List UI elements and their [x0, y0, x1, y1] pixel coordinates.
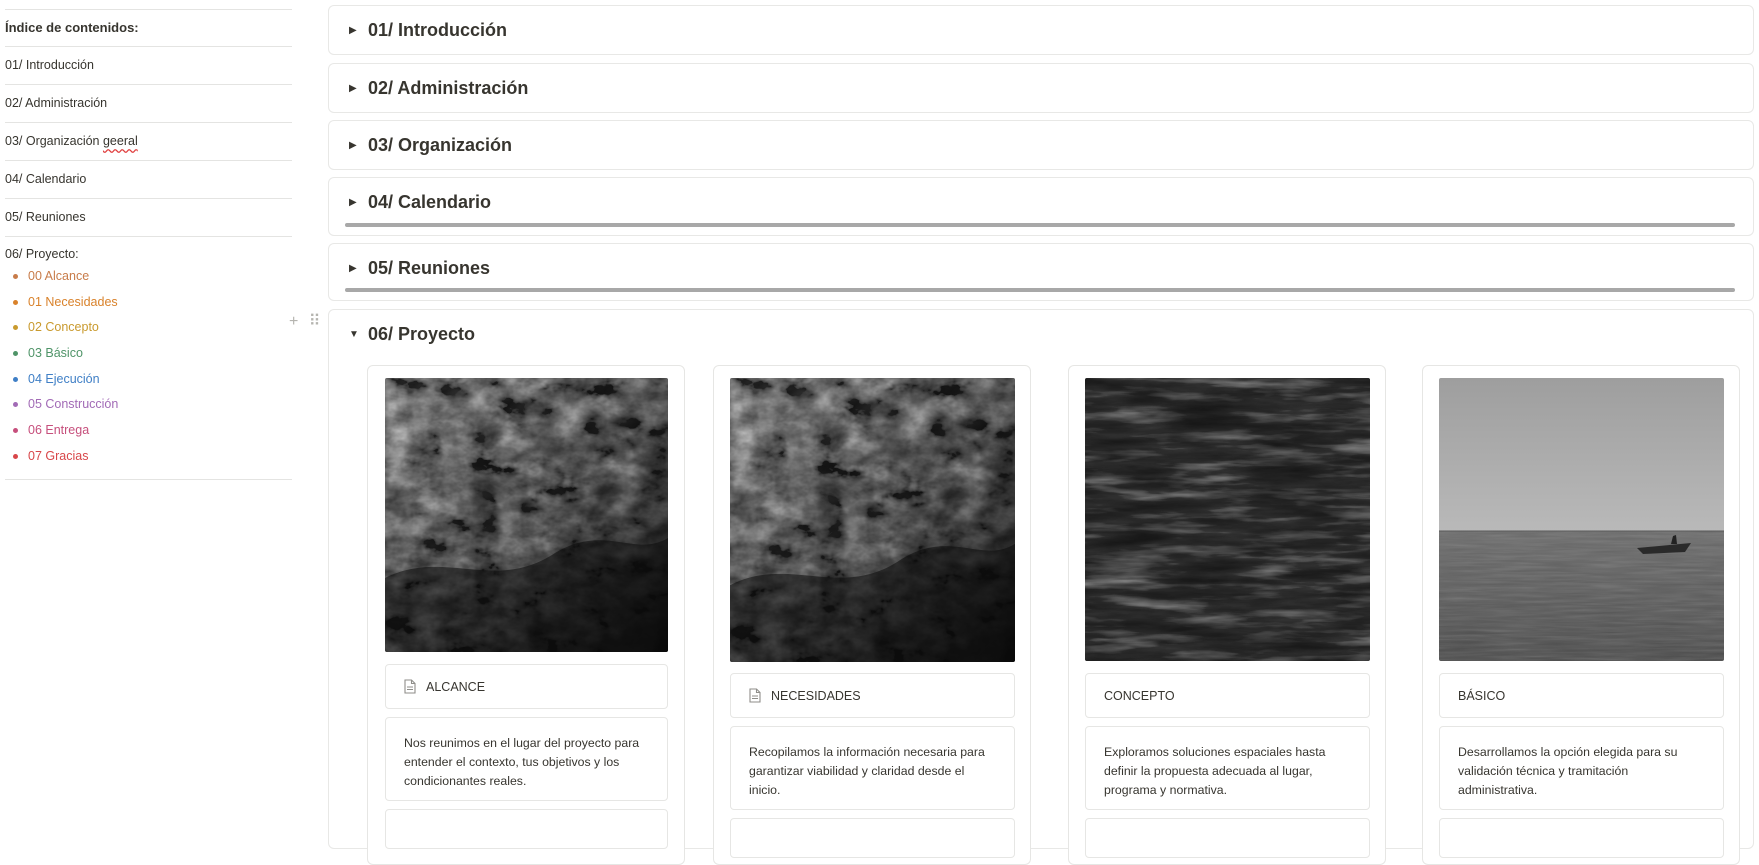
horizon-boat-photo: [1439, 378, 1724, 661]
toggle-section-administracion: [328, 63, 1754, 113]
card-title-basico[interactable]: [1439, 673, 1724, 718]
triangle-down-icon[interactable]: ▼: [349, 328, 359, 340]
divider: [5, 479, 292, 480]
card-title-necesidades[interactable]: [730, 673, 1015, 718]
splashing-wave-photo: [730, 378, 1015, 662]
card-label: ALCANCE: [426, 679, 486, 694]
project-card-alcance[interactable]: [367, 365, 685, 865]
toggle-section-reuniones: [328, 243, 1754, 301]
bullet-icon: [13, 325, 18, 330]
section-title: 05/ Reuniones: [368, 257, 491, 278]
toc-subitem[interactable]: [5, 292, 292, 318]
toggle-header[interactable]: [349, 310, 475, 358]
toc-subitem[interactable]: [5, 394, 292, 420]
toc-item-reuniones[interactable]: 05/ Reuniones: [5, 210, 86, 224]
card-title-concepto[interactable]: [1085, 673, 1370, 718]
toc-subitem[interactable]: [5, 420, 292, 446]
toc-item-administracion[interactable]: 02/ Administración: [5, 96, 108, 110]
toc-subitem-label: 01 Necesidades: [28, 294, 118, 309]
toc-item-proyecto[interactable]: 06/ Proyecto:: [5, 247, 79, 261]
section-title: 04/ Calendario: [368, 191, 492, 212]
spellcheck-word: geeral: [102, 134, 138, 148]
triangle-right-icon[interactable]: ▶: [349, 82, 357, 94]
toggle-header[interactable]: [349, 178, 491, 226]
bullet-icon: [13, 402, 18, 407]
toggle-header[interactable]: [349, 121, 512, 169]
card-label: CONCEPTO: [1104, 688, 1175, 703]
section-title: 01/ Introducción: [368, 19, 508, 40]
toc-subitem[interactable]: [5, 369, 292, 395]
toggle-section-organizacion: [328, 120, 1754, 170]
card-description: Nos reunimos en el lugar del proyecto para entender el contexto, tus objetivos y los condicionantes reales.: [385, 717, 668, 801]
bullet-icon: [13, 351, 18, 356]
toc-subitem[interactable]: [5, 317, 292, 343]
divider: [345, 223, 1735, 227]
card-extra-block: [1439, 818, 1724, 858]
toggle-header[interactable]: [349, 244, 490, 292]
toggle-section-calendario: [328, 177, 1754, 236]
divider: [345, 288, 1735, 292]
toc-subitem-label: 02 Concepto: [28, 320, 99, 335]
toc-item-calendario[interactable]: 04/ Calendario: [5, 172, 87, 186]
toc-subitem[interactable]: [5, 266, 292, 292]
card-description: Recopilamos la información necesaria para garantizar viabilidad y claridad desde el inicio.: [730, 726, 1015, 810]
card-description: Exploramos soluciones espaciales hasta definir la propuesta adecuada al lugar, programa y normativa.: [1085, 726, 1370, 810]
toc-subitem[interactable]: [5, 343, 292, 369]
toc-item-label: 03/ Organización: [5, 134, 103, 148]
document-icon: [749, 688, 761, 703]
toc-subitem[interactable]: [5, 446, 292, 472]
toggle-section-introduccion: [328, 5, 1754, 55]
section-title: 06/ Proyecto: [368, 323, 476, 344]
toc-title: Índice de contenidos:: [5, 20, 139, 35]
toc-item-introduccion[interactable]: 01/ Introducción: [5, 58, 94, 72]
bullet-icon: [13, 274, 18, 279]
triangle-right-icon[interactable]: ▶: [349, 196, 357, 208]
toc-subitem-label: 05 Construcción: [28, 397, 119, 412]
section-title: 03/ Organización: [368, 134, 513, 155]
dark-ocean-waves-photo: [1085, 378, 1370, 661]
card-extra-block: [385, 809, 668, 849]
section-title: 02/ Administración: [368, 77, 529, 98]
document-icon: [404, 679, 416, 694]
toc-subitem-label: 04 Ejecución: [28, 371, 100, 386]
bullet-icon: [13, 377, 18, 382]
project-card-concepto[interactable]: [1068, 365, 1386, 865]
toc-subitem-label: 06 Entrega: [28, 423, 90, 438]
toc-sublist: [5, 266, 292, 479]
card-label: NECESIDADES: [771, 688, 861, 703]
project-card-basico[interactable]: [1422, 365, 1740, 865]
toc-subitem-label: 03 Básico: [28, 346, 83, 361]
triangle-right-icon[interactable]: ▶: [349, 139, 357, 151]
card-extra-block: [1085, 818, 1370, 858]
triangle-right-icon[interactable]: ▶: [349, 24, 357, 36]
bullet-icon: [13, 428, 18, 433]
card-title-alcance[interactable]: [385, 664, 668, 709]
block-handle-icons[interactable]: + ⠿: [289, 313, 324, 330]
bullet-icon: [13, 300, 18, 305]
card-description: Desarrollamos la opción elegida para su validación técnica y tramitación administrativa.: [1439, 726, 1724, 810]
toggle-header[interactable]: [349, 6, 507, 54]
splashing-wave-photo: [385, 378, 668, 652]
project-card-necesidades[interactable]: [713, 365, 1031, 865]
triangle-right-icon[interactable]: ▶: [349, 262, 357, 274]
bullet-icon: [13, 454, 18, 459]
toggle-section-proyecto: [328, 309, 1754, 849]
toggle-header[interactable]: [349, 64, 528, 112]
card-extra-block: [730, 818, 1015, 858]
toc-subitem-label: 00 Alcance: [28, 269, 90, 283]
toc-subitem-label: 07 Gracias: [28, 448, 89, 463]
card-label: BÁSICO: [1458, 688, 1506, 703]
table-of-contents: [5, 9, 292, 480]
toc-item-organizacion[interactable]: [5, 123, 292, 160]
